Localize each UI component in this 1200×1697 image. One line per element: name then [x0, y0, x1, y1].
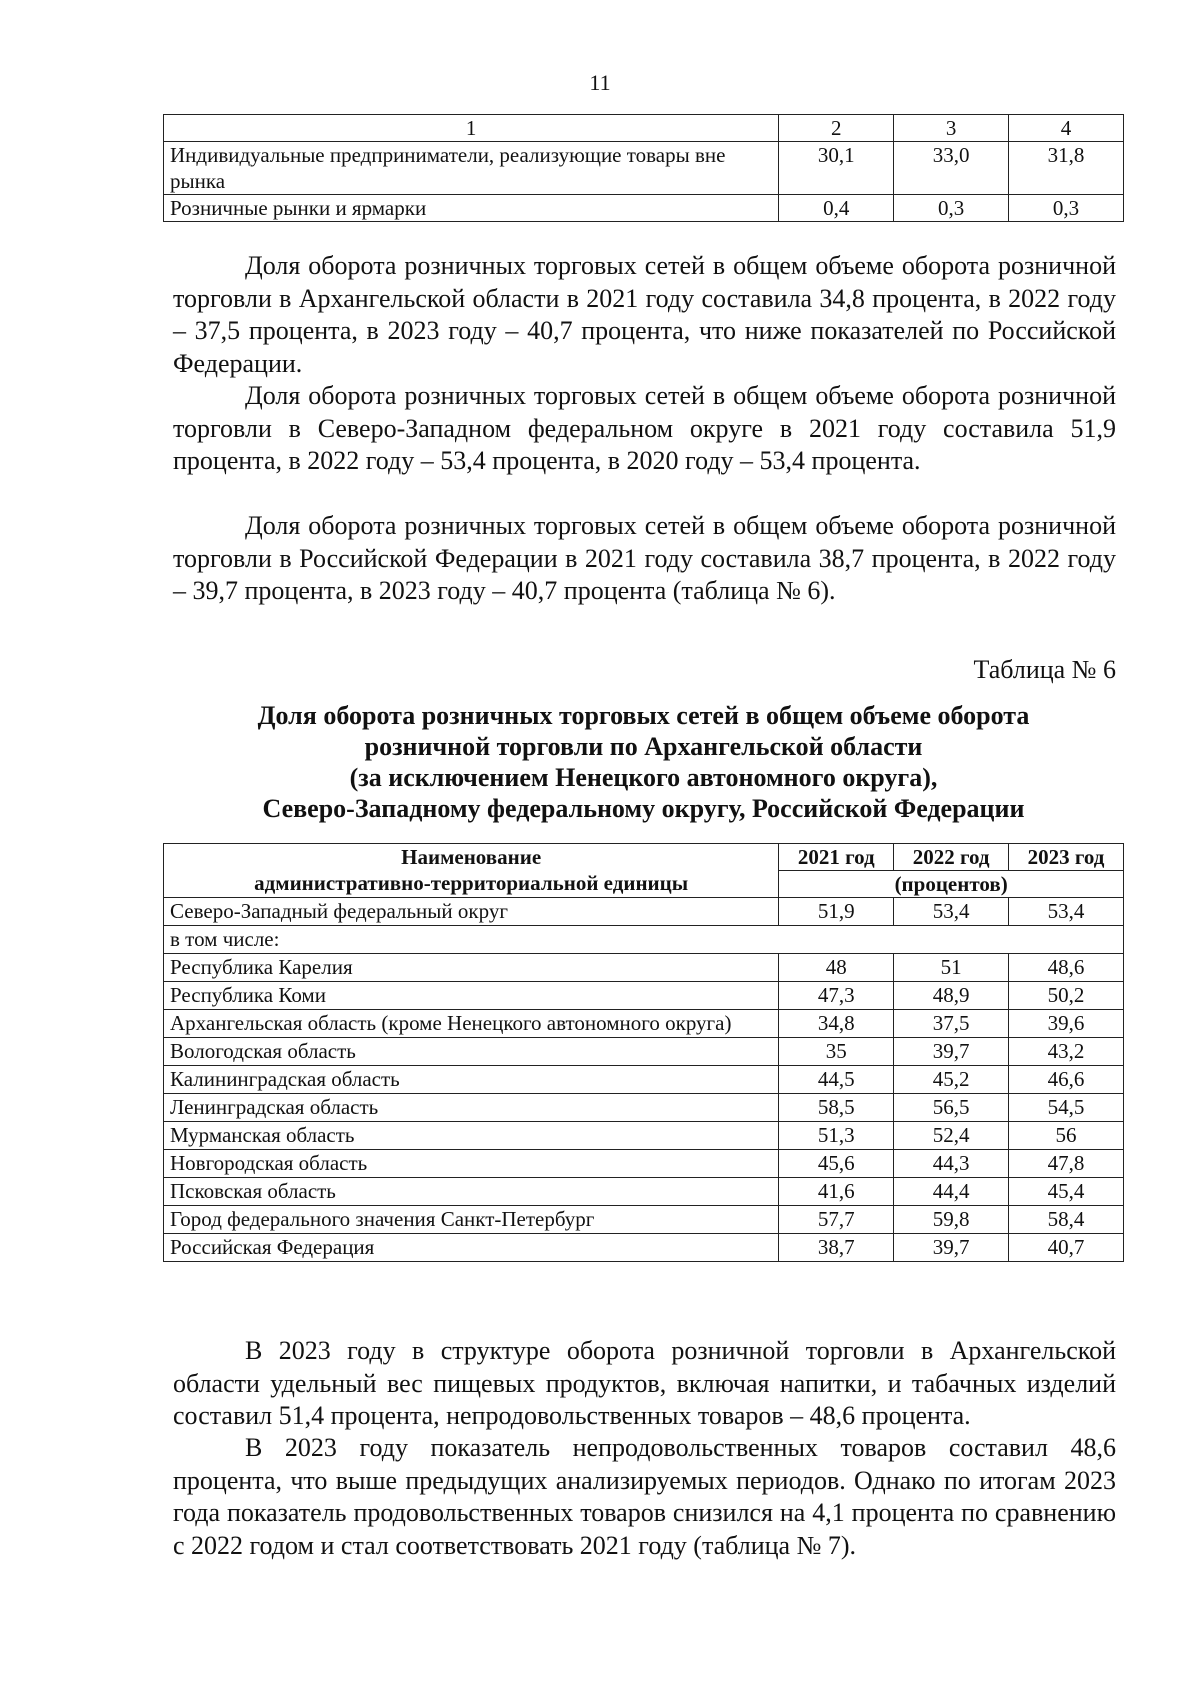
- cell-value: 45,4: [1009, 1178, 1124, 1206]
- cell-value: 47,3: [779, 982, 894, 1010]
- row-name: Республика Коми: [164, 982, 779, 1010]
- table-row: [164, 1206, 1124, 1234]
- row-name: Вологодская область: [164, 1038, 779, 1066]
- table-row: [164, 1150, 1124, 1178]
- row-name: Розничные рынки и ярмарки: [164, 195, 779, 222]
- column-number: 3: [894, 115, 1009, 142]
- table-row: [164, 982, 1124, 1010]
- cell-value: 35: [779, 1038, 894, 1066]
- cell-value: 48: [779, 954, 894, 982]
- table-body: [164, 954, 1124, 1262]
- cell-value: 47,8: [1009, 1150, 1124, 1178]
- row-name: Калининградская область: [164, 1066, 779, 1094]
- table-row: [164, 954, 1124, 982]
- cell-value: 40,7: [1009, 1234, 1124, 1262]
- paragraph: [173, 250, 1116, 380]
- row-name: Город федерального значения Санкт-Петербург: [164, 1206, 779, 1234]
- table-header-row: [164, 115, 1124, 142]
- table-row: [164, 898, 1124, 926]
- header-year: 2021 год: [779, 844, 894, 871]
- row-name: Мурманская область: [164, 1122, 779, 1150]
- cell-value: 44,5: [779, 1066, 894, 1094]
- row-name: Псковская область: [164, 1178, 779, 1206]
- cell-value: 56: [1009, 1122, 1124, 1150]
- table-title-line: (за исключением Ненецкого автономного округа),: [349, 763, 938, 792]
- table-row: [164, 195, 1124, 222]
- table-row: [164, 1178, 1124, 1206]
- cell-value: 39,7: [894, 1038, 1009, 1066]
- cell-value: 51,3: [779, 1122, 894, 1150]
- table-row: [164, 142, 1124, 195]
- cell-value: 59,8: [894, 1206, 1009, 1234]
- row-name: Новгородская область: [164, 1150, 779, 1178]
- table-row: [164, 1122, 1124, 1150]
- row-name: Республика Карелия: [164, 954, 779, 982]
- table-row: [164, 1094, 1124, 1122]
- table-title-line: Доля оборота розничных торговых сетей в общем объеме оборота: [257, 701, 1030, 730]
- table-title-line: розничной торговли по Архангельской области: [364, 732, 923, 761]
- column-number: 4: [1009, 115, 1124, 142]
- table-label: Таблица № 6: [973, 655, 1116, 684]
- row-name: Российская Федерация: [164, 1234, 779, 1262]
- cell-value: 0,3: [1009, 195, 1124, 222]
- header-unit: (процентов): [779, 871, 1124, 898]
- paragraph: [173, 1432, 1116, 1562]
- cell-value: 44,4: [894, 1178, 1009, 1206]
- column-number: 1: [164, 115, 779, 142]
- cell-value: 30,1: [779, 142, 894, 195]
- cell-value: 0,4: [779, 195, 894, 222]
- header-year: 2022 год: [894, 844, 1009, 871]
- column-number: 2: [779, 115, 894, 142]
- cell-value: 31,8: [1009, 142, 1124, 195]
- paragraph-text: Доля оборота розничных торговых сетей в общем объеме оборота розничной торговли в Российской Федерации в 2021 году составила 38,7 процента, в 2022 году – 39,7 процента, в 2023 году – 40,7 процента (таблица № 6).: [173, 511, 1116, 605]
- cell-value: 51,9: [779, 898, 894, 926]
- cell-value: 48,9: [894, 982, 1009, 1010]
- cell-value: 41,6: [779, 1178, 894, 1206]
- cell-value: 51: [894, 954, 1009, 982]
- cell-value: 57,7: [779, 1206, 894, 1234]
- cell-value: 45,6: [779, 1150, 894, 1178]
- row-name: Северо-Западный федеральный округ: [164, 898, 779, 926]
- cell-value: 58,4: [1009, 1206, 1124, 1234]
- cell-value: 37,5: [894, 1010, 1009, 1038]
- cell-value: 54,5: [1009, 1094, 1124, 1122]
- row-name: Ленинградская область: [164, 1094, 779, 1122]
- cell-value: 53,4: [894, 898, 1009, 926]
- cell-value: 48,6: [1009, 954, 1124, 982]
- cell-value: 52,4: [894, 1122, 1009, 1150]
- paragraph: [173, 510, 1116, 608]
- row-name: Архангельская область (кроме Ненецкого автономного округа): [164, 1010, 779, 1038]
- cell-value: 50,2: [1009, 982, 1124, 1010]
- cell-value: 39,6: [1009, 1010, 1124, 1038]
- cell-value: 33,0: [894, 142, 1009, 195]
- retail-chains-share-table: [163, 843, 1124, 1262]
- table-title-line: Северо-Западному федеральному округу, Российской Федерации: [262, 794, 1025, 823]
- table-row: [164, 1066, 1124, 1094]
- cell-value: 43,2: [1009, 1038, 1124, 1066]
- header-name: [164, 844, 779, 898]
- including-label: в том числе:: [164, 926, 1124, 954]
- row-name: Индивидуальные предприниматели, реализующие товары вне рынка: [164, 142, 779, 195]
- cell-value: 34,8: [779, 1010, 894, 1038]
- table-title: [163, 700, 1124, 824]
- paragraph-text: Доля оборота розничных торговых сетей в общем объеме оборота розничной торговли в Архангельской области в 2021 году составила 34,8 процента, в 2022 году – 37,5 процента, в 2023 году – 40,7 процента, что ниже показателей по Российской Федерации.: [173, 251, 1116, 378]
- cell-value: 44,3: [894, 1150, 1009, 1178]
- paragraph-text: Доля оборота розничных торговых сетей в общем объеме оборота розничной торговли в Северо-Западном федеральном округе в 2021 году составила 51,9 процента, в 2022 году – 53,4 процента, в 2020 году – 53,4 процента.: [173, 381, 1116, 475]
- cell-value: 38,7: [779, 1234, 894, 1262]
- cell-value: 53,4: [1009, 898, 1124, 926]
- paragraph: [173, 380, 1116, 478]
- cell-value: 39,7: [894, 1234, 1009, 1262]
- page-number: 11: [589, 70, 611, 95]
- header-year: 2023 год: [1009, 844, 1124, 871]
- header-name-line: Наименование: [401, 845, 542, 869]
- continued-table: [163, 114, 1124, 222]
- table-row: [164, 1038, 1124, 1066]
- table-row: [164, 1010, 1124, 1038]
- table-row: [164, 926, 1124, 954]
- header-name-line: административно-территориальной единицы: [254, 871, 689, 895]
- table-row: [164, 1234, 1124, 1262]
- table-header-row: [164, 844, 1124, 871]
- cell-value: 56,5: [894, 1094, 1009, 1122]
- paragraph-text: В 2023 году в структуре оборота розничной торговли в Архангельской области удельный вес пищевых продуктов, включая напитки, и табачных изделий составил 51,4 процента, непродовольственных товаров – 48,6 процента.: [173, 1336, 1116, 1430]
- paragraph-text: В 2023 году показатель непродовольственных товаров составил 48,6 процента, что выше предыдущих анализируемых периодов. Однако по итогам 2023 года показатель продовольственных товаров снизился на 4,1 процента по сравнению с 2022 годом и стал соответствовать 2021 году (таблица № 7).: [173, 1433, 1116, 1560]
- cell-value: 0,3: [894, 195, 1009, 222]
- cell-value: 46,6: [1009, 1066, 1124, 1094]
- cell-value: 58,5: [779, 1094, 894, 1122]
- cell-value: 45,2: [894, 1066, 1009, 1094]
- paragraph: [173, 1335, 1116, 1433]
